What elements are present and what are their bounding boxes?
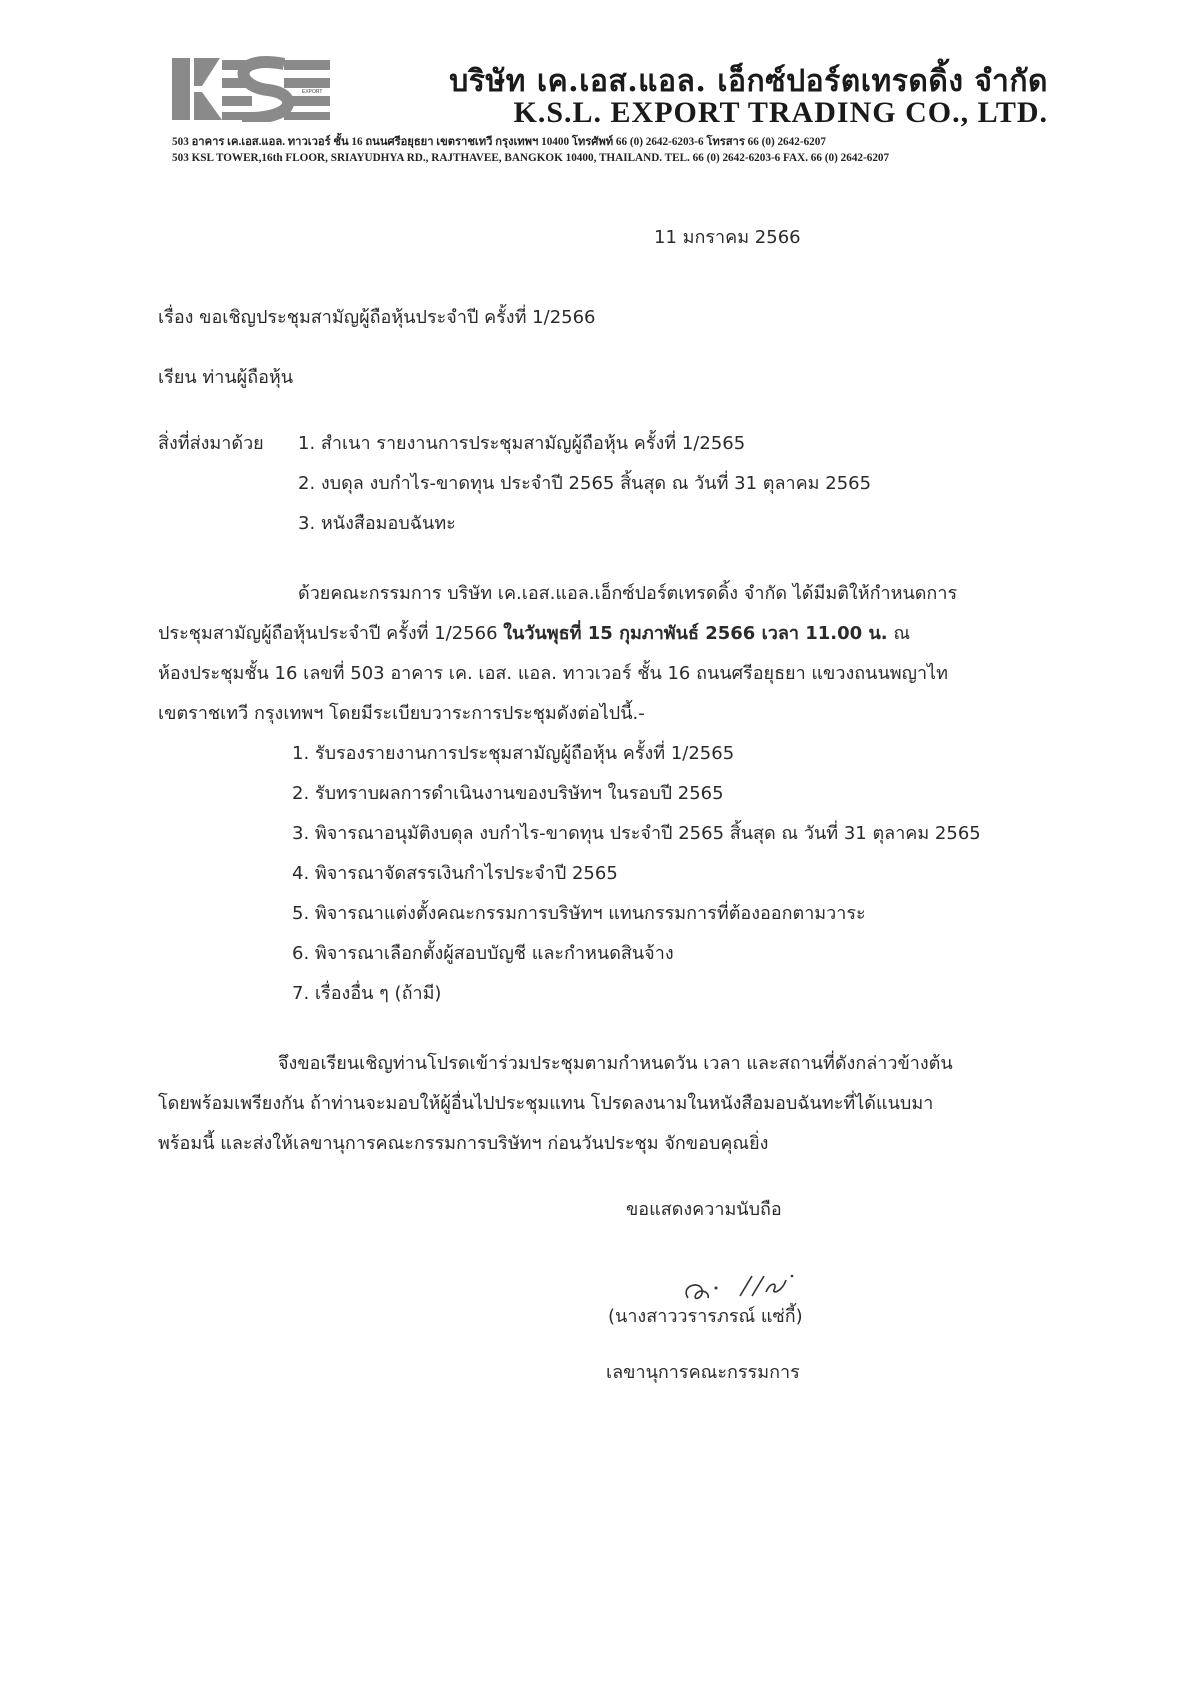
agenda-item: 4. พิจารณาจัดสรรเงินกำไรประจำปี 2565 xyxy=(292,863,618,884)
intro-line: เขตราชเทวี กรุงเทพฯ โดยมีระเบียบวาระการประชุมดังต่อไปนี้.- xyxy=(158,703,645,724)
intro-text: ประชุมสามัญผู้ถือหุ้นประจำปี ครั้งที่ 1/2566 xyxy=(158,623,504,644)
signer-title: เลขานุการคณะกรรมการ xyxy=(606,1362,800,1383)
intro-line: ห้องประชุมชั้น 16 เลขที่ 503 อาคาร เค. เอส. แอล. ทาวเวอร์ ชั้น 16 ถนนศรีอยุธยา แขวงถนนพญาไท xyxy=(158,663,948,684)
invite-line: จึงขอเรียนเชิญท่านโปรดเข้าร่วมประชุมตามกำหนดวัน เวลา และสถานที่ดังกล่าวข้างต้น xyxy=(278,1053,953,1074)
signer-name: (นางสาววรารภรณ์ แซ่กี้) xyxy=(608,1306,803,1327)
company-name-en: K.S.L. EXPORT TRADING CO., LTD. xyxy=(513,96,1048,129)
meeting-datetime: ในวันพุธที่ 15 กุมภาพันธ์ 2566 เวลา 11.00 น. xyxy=(503,623,888,644)
agenda-item: 7. เรื่องอื่น ๆ (ถ้ามี) xyxy=(292,983,442,1004)
svg-text:EXPORT: EXPORT xyxy=(302,89,323,95)
enclosure-item: 3. หนังสือมอบฉันทะ xyxy=(298,513,456,534)
enclosure-item: 1. สำเนา รายงานการประชุมสามัญผู้ถือหุ้น ครั้งที่ 1/2565 xyxy=(298,433,746,454)
intro-text: ณ xyxy=(887,623,911,644)
agenda-item: 1. รับรองรายงานการประชุมสามัญผู้ถือหุ้น ครั้งที่ 1/2565 xyxy=(292,743,735,764)
letter-salutation: เรียน ท่านผู้ถือหุ้น xyxy=(158,367,294,388)
invite-line: พร้อมนี้ และส่งให้เลขานุการคณะกรรมการบริษัทฯ ก่อนวันประชุม จักขอบคุณยิ่ง xyxy=(158,1133,769,1154)
agenda-item: 6. พิจารณาเลือกตั้งผู้สอบบัญชี และกำหนดสินจ้าง xyxy=(292,943,674,964)
company-logo xyxy=(172,56,344,122)
letter-date: 11 มกราคม 2566 xyxy=(654,227,801,248)
address-en: 503 KSL TOWER,16th FLOOR, SRIAYUDHYA RD., RAJTHAVEE, BANGKOK 10400, THAILAND. TEL. 66 (0) 2642-6203-6 FAX. 66 (0) 2642-6207 xyxy=(172,152,890,164)
letter-subject: เรื่อง ขอเชิญประชุมสามัญผู้ถือหุ้นประจำปี ครั้งที่ 1/2566 xyxy=(158,307,596,328)
enclosures-label: สิ่งที่ส่งมาด้วย xyxy=(158,433,264,454)
intro-line xyxy=(158,618,910,647)
closing-text: ขอแสดงความนับถือ xyxy=(626,1199,782,1220)
intro-line: ด้วยคณะกรรมการ บริษัท เค.เอส.แอล.เอ็กซ์ปอร์ตเทรดดิ้ง จำกัด ได้มีมติให้กำหนดการ xyxy=(298,583,958,604)
agenda-item: 3. พิจารณาอนุมัติงบดุล งบกำไร-ขาดทุน ประจำปี 2565 สิ้นสุด ณ วันที่ 31 ตุลาคม 2565 xyxy=(292,823,981,844)
address-th: 503 อาคาร เค.เอส.แอล. ทาวเวอร์ ชั้น 16 ถนนศรีอยุธยา เขตราชเทวี กรุงเทพฯ 10400 โทรศัพท์ 66 (0) 2642-6203-6 โทรสาร 66 (0) 2642-6207 xyxy=(172,136,826,148)
enclosure-item: 2. งบดุล งบกำไร-ขาดทุน ประจำปี 2565 สิ้นสุด ณ วันที่ 31 ตุลาคม 2565 xyxy=(298,473,872,494)
company-name-th: บริษัท เค.เอส.แอล. เอ็กซ์ปอร์ตเทรดดิ้ง จำกัด xyxy=(449,64,1048,99)
agenda-item: 2. รับทราบผลการดำเนินงานของบริษัทฯ ในรอบปี 2565 xyxy=(292,783,724,804)
agenda-item: 5. พิจารณาแต่งตั้งคณะกรรมการบริษัทฯ แทนกรรมการที่ต้องออกตามวาระ xyxy=(292,903,866,924)
invite-line: โดยพร้อมเพรียงกัน ถ้าท่านจะมอบให้ผู้อื่นไปประชุมแทน โปรดลงนามในหนังสือมอบฉันทะที่ได้แนบมา xyxy=(158,1093,934,1114)
